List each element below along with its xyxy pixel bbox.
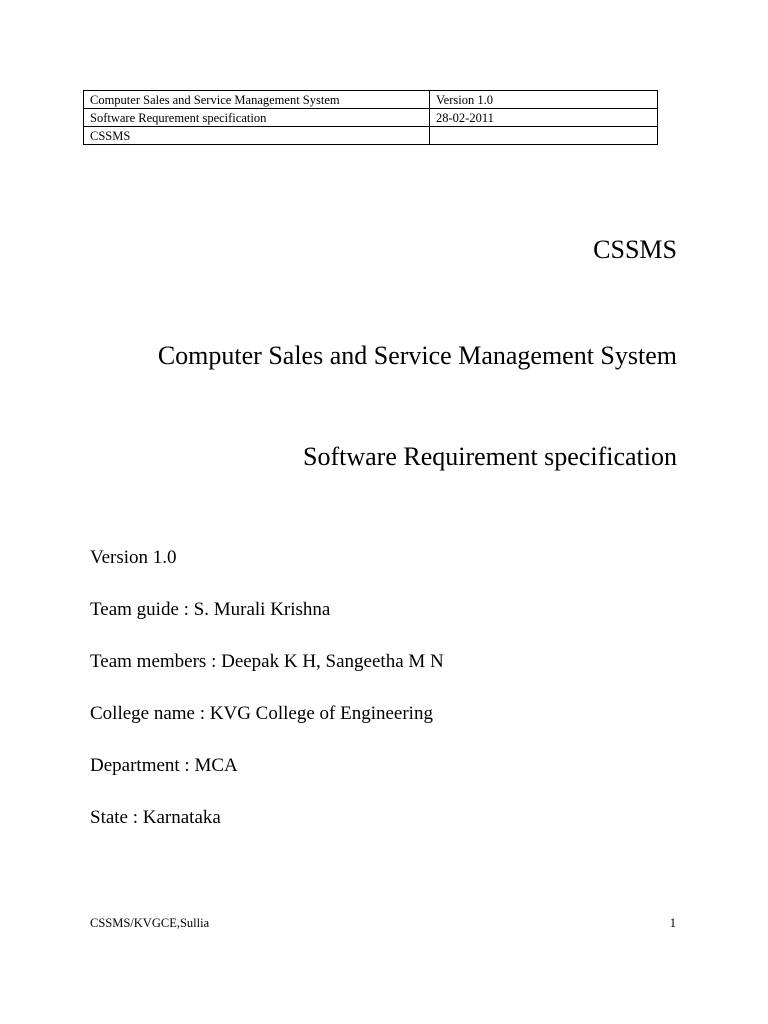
meta-college-name: College name : KVG College of Engineering — [90, 703, 433, 724]
title-document-type: Software Requirement specification — [303, 442, 677, 471]
meta-version: Version 1.0 — [90, 547, 177, 568]
meta-department: Department : MCA — [90, 755, 238, 776]
document-header-table — [83, 90, 658, 145]
header-abbreviation: CSSMS — [84, 127, 430, 145]
header-date: 28-02-2011 — [430, 109, 658, 127]
table-row — [84, 127, 658, 145]
header-document-type: Software Requrement specification — [84, 109, 430, 127]
meta-state: State : Karnataka — [90, 807, 221, 828]
table-row — [84, 91, 658, 109]
header-empty-cell — [430, 127, 658, 145]
header-version: Version 1.0 — [430, 91, 658, 109]
page-number: 1 — [669, 916, 676, 930]
meta-team-guide: Team guide : S. Murali Krishna — [90, 599, 331, 620]
header-project-name: Computer Sales and Service Management System — [84, 91, 430, 109]
footer-text: CSSMS/KVGCE,Sullia — [90, 916, 210, 930]
table-row — [84, 109, 658, 127]
title-abbreviation: CSSMS — [593, 235, 677, 264]
title-full-name: Computer Sales and Service Management System — [157, 341, 677, 370]
meta-team-members: Team members : Deepak K H, Sangeetha M N — [90, 651, 444, 672]
